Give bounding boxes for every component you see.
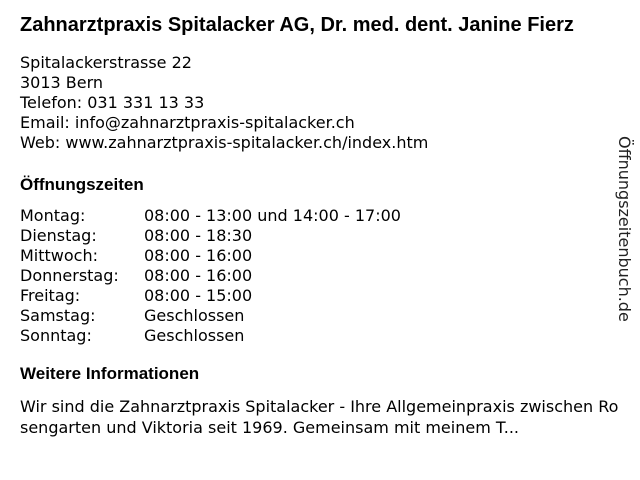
email-line: Email: info@zahnarztpraxis-spitalacker.ch [20, 113, 355, 132]
hours-row-monday [20, 206, 610, 226]
watermark-text: Öffnungszeitenbuch.de [615, 136, 634, 322]
address-street: Spitalackerstrasse 22 [20, 53, 192, 72]
hours-time: 08:00 - 13:00 und 14:00 - 17:00 [144, 206, 401, 225]
hours-day: Freitag: [20, 286, 81, 305]
hours-row-friday [20, 286, 610, 306]
phone-line: Telefon: 031 331 13 33 [20, 93, 205, 112]
opening-hours-heading: Öffnungszeiten [20, 175, 144, 194]
practice-title: Zahnarztpraxis Spitalacker AG, Dr. med. dent. Janine Fierz [20, 14, 574, 36]
hours-time: 08:00 - 16:00 [144, 246, 253, 265]
more-info-text: Wir sind die Zahnarztpraxis Spitalacker - Ihre Allgemeinpraxis zwischen Rosengarten und Viktoria seit 1969. Gemeinsam mit meinem T... [20, 397, 619, 437]
hours-time: 08:00 - 15:00 [144, 286, 253, 305]
hours-day: Sonntag: [20, 326, 92, 345]
hours-time: 08:00 - 16:00 [144, 266, 253, 285]
hours-day: Samstag: [20, 306, 96, 325]
hours-row-sunday [20, 326, 610, 346]
address-block [20, 53, 610, 153]
hours-day: Mittwoch: [20, 246, 98, 265]
hours-row-thursday [20, 266, 610, 286]
practice-card [20, 14, 619, 438]
more-info-heading: Weitere Informationen [20, 364, 200, 383]
hours-row-tuesday [20, 226, 610, 246]
hours-time: Geschlossen [144, 306, 245, 325]
hours-day: Montag: [20, 206, 86, 225]
hours-row-saturday [20, 306, 610, 326]
hours-time: Geschlossen [144, 326, 245, 345]
opening-hours-list [20, 206, 610, 346]
hours-day: Dienstag: [20, 226, 97, 245]
hours-time: 08:00 - 18:30 [144, 226, 253, 245]
hours-row-wednesday [20, 246, 610, 266]
web-line: Web: www.zahnarztpraxis-spitalacker.ch/index.htm [20, 133, 429, 152]
hours-day: Donnerstag: [20, 266, 119, 285]
address-city: 3013 Bern [20, 73, 104, 92]
